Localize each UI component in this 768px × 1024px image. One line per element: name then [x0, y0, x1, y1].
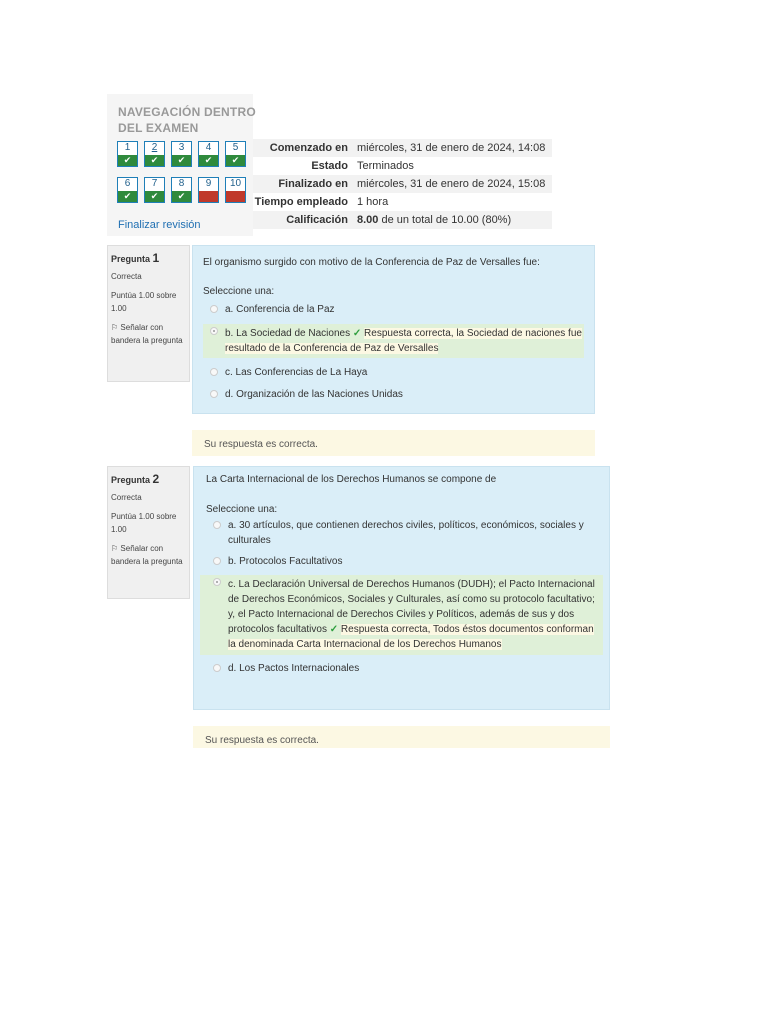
summary-row — [253, 193, 552, 211]
grade-total: de un total de 10.00 (80%) — [378, 214, 512, 226]
answer-option-c[interactable]: c. La Declaración Universal de Derechos Humanos (DUDH); el Pacto Internacional de Derechos Económicos, Sociales y Culturales, así como su protocolo facultativo; y, el Pacto Internacional de Derechos Civiles y Políticos, además de sus y dos protocolos facultativos ✓ Respuesta correcta, Todos éstos documentos conforman la denominada Carta Internacional de los Derechos Humanos — [200, 575, 603, 655]
nav-question-5[interactable]: 5 ✔ — [225, 141, 246, 167]
summary-value: 1 hora — [357, 196, 389, 208]
answer-option-d[interactable]: d. Los Pactos Internacionales — [206, 661, 603, 676]
summary-value: miércoles, 31 de enero de 2024, 14:08 — [357, 142, 546, 154]
summary-row — [253, 157, 552, 175]
summary-value: Terminados — [357, 160, 414, 172]
correct-check-icon: ✓ — [329, 624, 339, 635]
nav-question-6[interactable]: 6 ✔ — [117, 177, 138, 203]
summary-label: Tiempo empleado — [254, 196, 348, 208]
question-score: Puntúa 1.00 sobre 1.00 — [111, 512, 177, 534]
question-1-info — [107, 245, 190, 382]
nav-question-8[interactable]: 8 ✔ — [171, 177, 192, 203]
answer-option-a[interactable]: a. Conferencia de la Paz — [203, 302, 584, 317]
finish-review-link[interactable]: Finalizar revisión — [118, 219, 201, 231]
question-number: 2 — [152, 472, 160, 486]
incorrect-marker — [199, 191, 218, 202]
question-status: Correcta — [111, 493, 142, 502]
nav-question-7[interactable]: 7 ✔ — [144, 177, 165, 203]
nav-question-3[interactable]: 3 ✔ — [171, 141, 192, 167]
radio-button[interactable] — [210, 368, 218, 376]
nav-question-1[interactable]: 1 ✔ — [117, 141, 138, 167]
radio-button[interactable] — [210, 305, 218, 313]
question-number: 1 — [152, 251, 160, 265]
radio-button[interactable] — [213, 557, 221, 565]
answer-option-b[interactable]: b. La Sociedad de Naciones ✓ Respuesta correcta, la Sociedad de naciones fue resultado de la Conferencia de Paz de Versalles — [203, 324, 584, 358]
quiz-navigation — [107, 94, 256, 236]
answer-feedback: Respuesta correcta, la Sociedad de naciones fue resultado de la Conferencia de Paz de Versalles — [225, 328, 582, 354]
answer-option-a[interactable]: a. 30 artículos, que contienen derechos civiles, políticos, económicos, sociales y culturales — [206, 518, 603, 548]
nav-question-2[interactable]: 2 ✔ — [144, 141, 165, 167]
attempt-summary-table — [253, 139, 552, 229]
check-icon: ✔ — [177, 155, 186, 165]
summary-label: Estado — [311, 160, 348, 172]
answer-option-b[interactable]: b. Protocolos Facultativos — [206, 554, 603, 569]
question-label: Pregunta — [111, 254, 151, 264]
incorrect-marker — [226, 191, 245, 202]
check-icon: ✔ — [231, 155, 240, 165]
nav-question-10[interactable]: 10 — [225, 177, 246, 203]
check-icon: ✔ — [123, 155, 132, 165]
radio-button[interactable] — [213, 664, 221, 672]
navigation-title: NAVEGACIÓN DENTRO DEL EXAMEN — [118, 105, 256, 135]
check-icon: ✔ — [150, 155, 159, 165]
check-icon: ✔ — [150, 191, 159, 201]
question-1-outcome: Su respuesta es correcta. — [192, 430, 595, 456]
summary-label: Finalizado en — [278, 178, 348, 190]
radio-button[interactable] — [213, 521, 221, 529]
answer-option-c[interactable]: c. Las Conferencias de La Haya — [203, 365, 584, 380]
question-text: La Carta Internacional de los Derechos Humanos se compone de — [206, 474, 497, 485]
question-score: Puntúa 1.00 sobre 1.00 — [111, 291, 177, 313]
flag-question-toggle[interactable]: ⚐ Señalar con bandera la pregunta — [111, 323, 183, 345]
summary-row — [253, 175, 552, 193]
summary-row — [253, 211, 552, 229]
question-2-content — [193, 466, 610, 710]
answer-prompt: Seleccione una: — [203, 286, 275, 297]
check-icon: ✔ — [177, 191, 186, 201]
radio-button[interactable] — [210, 390, 218, 398]
grade-value: 8.00 — [357, 214, 379, 226]
answer-prompt: Seleccione una: — [206, 504, 278, 515]
radio-button[interactable] — [213, 578, 221, 586]
summary-value — [353, 211, 552, 229]
answer-option-d[interactable]: d. Organización de las Naciones Unidas — [203, 387, 584, 402]
summary-label: Comenzado en — [269, 142, 348, 154]
question-1-content — [192, 245, 595, 414]
flag-icon: ⚐ — [111, 323, 119, 332]
question-label: Pregunta — [111, 475, 151, 485]
summary-label: Calificación — [286, 214, 348, 226]
nav-question-9[interactable]: 9 — [198, 177, 219, 203]
question-2-outcome: Su respuesta es correcta. — [193, 726, 610, 748]
summary-value: miércoles, 31 de enero de 2024, 15:08 — [357, 178, 546, 190]
answer-feedback: Respuesta correcta, Todos éstos documentos conforman la denominada Carta Internacional de los Derechos Humanos — [228, 624, 594, 650]
summary-row — [253, 139, 552, 157]
radio-button[interactable] — [210, 327, 218, 335]
check-icon: ✔ — [204, 155, 213, 165]
check-icon: ✔ — [123, 191, 132, 201]
nav-question-4[interactable]: 4 ✔ — [198, 141, 219, 167]
question-text: El organismo surgido con motivo de la Conferencia de Paz de Versalles fue: — [203, 257, 540, 268]
correct-check-icon: ✓ — [352, 328, 362, 339]
flag-icon: ⚐ — [111, 544, 119, 553]
question-status: Correcta — [111, 272, 142, 281]
question-2-info — [107, 466, 190, 599]
flag-question-toggle[interactable]: ⚐ Señalar con bandera la pregunta — [111, 544, 183, 566]
